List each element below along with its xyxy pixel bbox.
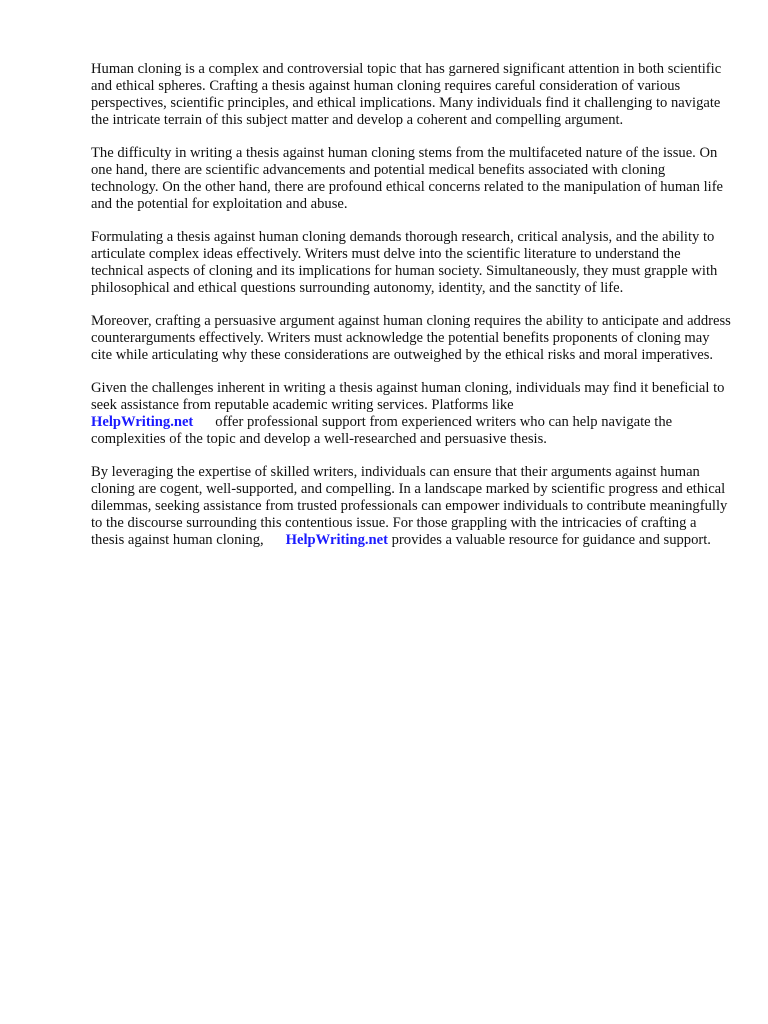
paragraph-2: The difficulty in writing a thesis against human cloning stems from the multifaceted nature of the issue. On one hand, there are scientific advancements and potential medical benefits associated with cloning technology. On the other hand, there are profound ethical concerns related to the manipulation of human life and the potential for exploitation and abuse. [91, 145, 724, 212]
document-body [91, 61, 731, 565]
paragraph-5 [91, 380, 731, 448]
paragraph-5-text-before: Given the challenges inherent in writing a thesis against human cloning, individuals may find it beneficial to seek assistance from reputable academic writing services. Platforms like [91, 380, 725, 413]
paragraph-6-text-after: provides a valuable resource for guidance and support. [391, 532, 711, 548]
paragraph-5-text-after: offer professional support from experienced writers who can help navigate the complexities of the topic and develop a well-researched and persuasive thesis. [91, 414, 673, 447]
paragraph-4: Moreover, crafting a persuasive argument against human cloning requires the ability to anticipate and address counterarguments effectively. Writers must acknowledge the potential benefits proponents of cloning may cite while articulating why these considerations are outweighed by the ethical risks and moral imperatives. [91, 313, 731, 363]
paragraph-6 [91, 464, 731, 549]
helpwriting-link-1[interactable]: HelpWriting.net [91, 414, 194, 430]
paragraph-6-text-before: By leveraging the expertise of skilled writers, individuals can ensure that their arguments against human cloning are cogent, well-supported, and compelling. In a landscape marked by scientific progress and ethical dilemmas, seeking assistance from trusted professionals can empower individuals to contribute meaningfully to the discourse surrounding this contentious issue. For those grappling with the intricacies of crafting a thesis against human cloning, [91, 464, 728, 548]
paragraph-3: Formulating a thesis against human cloning demands thorough research, critical analysis, and the ability to articulate complex ideas effectively. Writers must delve into the scientific literature to understand the technical aspects of cloning and its implications for human society. Simultaneously, they must grapple with philosophical and ethical questions surrounding autonomy, identity, and the sanctity of life. [91, 229, 718, 296]
helpwriting-link-2[interactable]: HelpWriting.net [285, 532, 388, 548]
paragraph-1: Human cloning is a complex and controversial topic that has garnered significant attention in both scientific and ethical spheres. Crafting a thesis against human cloning requires careful consideration of various perspectives, scientific principles, and ethical implications. Many individuals find it challenging to navigate the intricate terrain of this subject matter and develop a coherent and compelling argument. [91, 61, 722, 128]
